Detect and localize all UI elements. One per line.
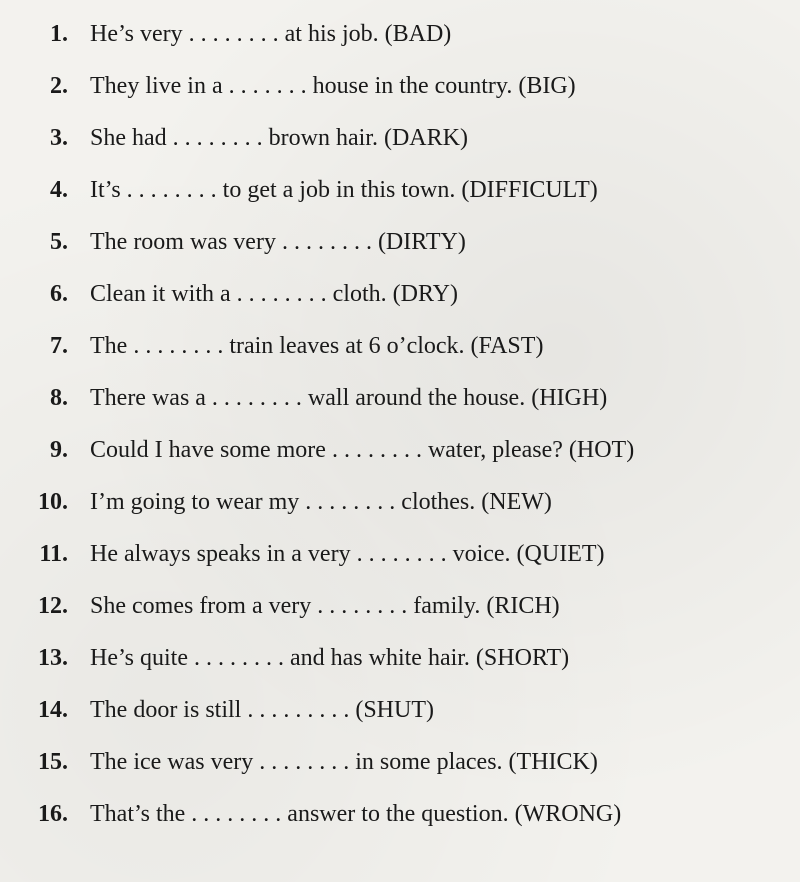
exercise-item-6 bbox=[0, 274, 800, 314]
item-sentence: Could I have some more . . . . . . . . water, please? (HOT) bbox=[90, 437, 635, 463]
item-number: 14. bbox=[38, 697, 68, 723]
item-number: 5. bbox=[50, 229, 68, 255]
exercise-item-8 bbox=[0, 378, 800, 418]
exercise-item-11 bbox=[0, 534, 800, 574]
item-number: 1. bbox=[50, 21, 68, 47]
exercise-item-12 bbox=[0, 586, 800, 626]
item-number: 6. bbox=[50, 281, 68, 307]
item-sentence: I’m going to wear my . . . . . . . . clothes. (NEW) bbox=[90, 489, 552, 515]
item-sentence: Clean it with a . . . . . . . . cloth. (DRY) bbox=[90, 281, 458, 307]
exercise-item-13 bbox=[0, 638, 800, 678]
item-sentence: He’s quite . . . . . . . . and has white hair. (SHORT) bbox=[90, 645, 570, 671]
exercise-item-16 bbox=[0, 794, 800, 834]
item-number: 4. bbox=[50, 177, 68, 203]
exercise-item-15 bbox=[0, 742, 800, 782]
item-number: 7. bbox=[50, 333, 68, 359]
item-number: 16. bbox=[38, 801, 68, 827]
item-number: 13. bbox=[38, 645, 68, 671]
item-sentence: He always speaks in a very . . . . . . . . voice. (QUIET) bbox=[90, 541, 605, 567]
item-sentence: They live in a . . . . . . . house in the country. (BIG) bbox=[90, 73, 576, 99]
item-number: 12. bbox=[38, 593, 68, 619]
item-sentence: He’s very . . . . . . . . at his job. (BAD) bbox=[90, 21, 452, 47]
item-sentence: The door is still . . . . . . . . . (SHUT) bbox=[90, 697, 434, 723]
exercise-item-14 bbox=[0, 690, 800, 730]
exercise-item-1 bbox=[0, 14, 800, 54]
item-sentence: It’s . . . . . . . . to get a job in this town. (DIFFICULT) bbox=[90, 177, 598, 203]
item-number: 2. bbox=[50, 73, 68, 99]
exercise-item-2 bbox=[0, 66, 800, 106]
item-number: 11. bbox=[39, 541, 68, 567]
item-sentence: The ice was very . . . . . . . . in some places. (THICK) bbox=[90, 749, 598, 775]
exercise-item-5 bbox=[0, 222, 800, 262]
item-number: 15. bbox=[38, 749, 68, 775]
item-sentence: She comes from a very . . . . . . . . family. (RICH) bbox=[90, 593, 560, 619]
item-number: 3. bbox=[50, 125, 68, 151]
item-sentence: The room was very . . . . . . . . (DIRTY) bbox=[90, 229, 466, 255]
item-sentence: That’s the . . . . . . . . answer to the question. (WRONG) bbox=[90, 801, 622, 827]
item-sentence: There was a . . . . . . . . wall around the house. (HIGH) bbox=[90, 385, 608, 411]
item-number: 10. bbox=[38, 489, 68, 515]
item-number: 9. bbox=[50, 437, 68, 463]
item-sentence: She had . . . . . . . . brown hair. (DARK) bbox=[90, 125, 468, 151]
exercise-item-9 bbox=[0, 430, 800, 470]
item-number: 8. bbox=[50, 385, 68, 411]
item-sentence: The . . . . . . . . train leaves at 6 o’clock. (FAST) bbox=[90, 333, 544, 359]
exercise-item-4 bbox=[0, 170, 800, 210]
exercise-item-7 bbox=[0, 326, 800, 366]
exercise-item-10 bbox=[0, 482, 800, 522]
exercise-item-3 bbox=[0, 118, 800, 158]
